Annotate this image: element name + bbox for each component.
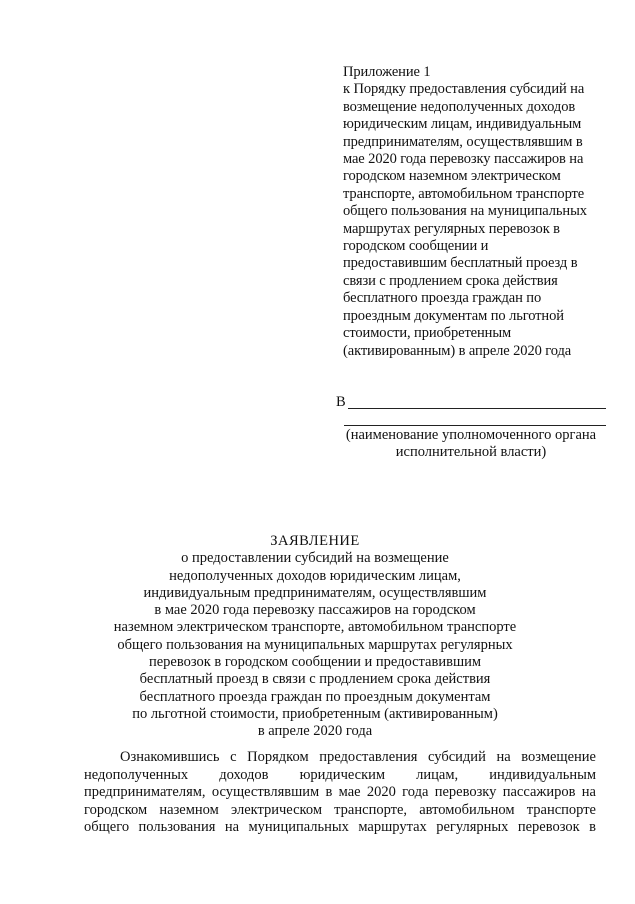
statement-subtitle-line: в апреле 2020 года [257, 723, 373, 740]
statement-subtitle-line: о предоставлении субсидий на возмещение [181, 550, 449, 567]
body-line: общего пользования на муниципальных маршрутах регулярных перевозок в [84, 819, 596, 836]
statement-subtitle-line: наземном электрическом транспорте, автомобильном транспорте [113, 619, 517, 636]
appendix-line: возмещение недополученных доходов [343, 98, 576, 115]
appendix-line: предпринимателям, осуществлявшим в [343, 133, 583, 150]
statement-heading [100, 533, 530, 741]
appendix-line: маршрутах регулярных перевозок в [343, 220, 560, 237]
recipient-caption [336, 427, 606, 461]
body-paragraph [84, 749, 596, 837]
body-line: городском наземном электрическом транспорте, автомобильном транспорте [84, 801, 596, 818]
appendix-line: мае 2020 года перевозку пассажиров на [343, 151, 584, 168]
body-line: предпринимателям, осуществлявшим в мае 2020 года перевозку пассажиров на [84, 784, 596, 801]
statement-subtitle-line: недополученных доходов юридическим лицам, [169, 567, 461, 584]
recipient-caption-line: исполнительной власти) [395, 444, 547, 460]
statement-subtitle-line: индивидуальным предпринимателям, осуществлявшим [143, 584, 487, 601]
statement-subtitle-line: бесплатный проезд в связи с продлением срока действия [139, 671, 491, 688]
statement-subtitle-line: в мае 2020 года перевозку пассажиров на городском [154, 602, 476, 619]
recipient-row [336, 394, 606, 411]
appendix-line: (активированным) в апреле 2020 года [343, 342, 572, 359]
statement-subtitle-line: по льготной стоимости, приобретенным (активированным) [132, 705, 498, 722]
appendix-line: бесплатного проезда граждан по [343, 290, 542, 307]
appendix-block [343, 64, 613, 360]
statement-title: ЗАЯВЛЕНИЕ [270, 533, 360, 549]
appendix-line: транспорте, автомобильном транспорте [343, 185, 585, 202]
recipient-blank-line-2[interactable] [344, 413, 606, 426]
appendix-line: юридическим лицам, индивидуальным [343, 116, 582, 133]
appendix-line: предоставившим бесплатный проезд в [343, 255, 578, 272]
body-line: Ознакомившись с Порядком предоставления субсидий на возмещение [120, 749, 596, 765]
appendix-line: проездным документам по льготной [343, 307, 564, 324]
statement-subtitle-line: общего пользования на муниципальных маршрутах регулярных [117, 636, 513, 653]
recipient-blank-line[interactable] [348, 394, 606, 409]
appendix-line: связи с продлением срока действия [343, 272, 558, 289]
appendix-line: городском сообщении и [343, 238, 489, 255]
recipient-prefix: В [336, 394, 346, 410]
statement-subtitle-line: перевозок в городском сообщении и предоставившим [148, 654, 482, 671]
appendix-line: Приложение 1 [343, 64, 431, 80]
appendix-line: стоимости, приобретенным [343, 325, 512, 342]
recipient-block [336, 394, 606, 461]
recipient-caption-line: (наименование уполномоченного органа [345, 427, 597, 443]
statement-subtitle-line: бесплатного проезда граждан по проездным документам [139, 688, 491, 705]
appendix-line: к Порядку предоставления субсидий на [343, 81, 585, 98]
body-line: недополученных доходов юридическим лицам, индивидуальным [84, 766, 596, 783]
appendix-line: общего пользования на муниципальных [343, 203, 587, 220]
appendix-line: городском наземном электрическом [343, 168, 561, 185]
